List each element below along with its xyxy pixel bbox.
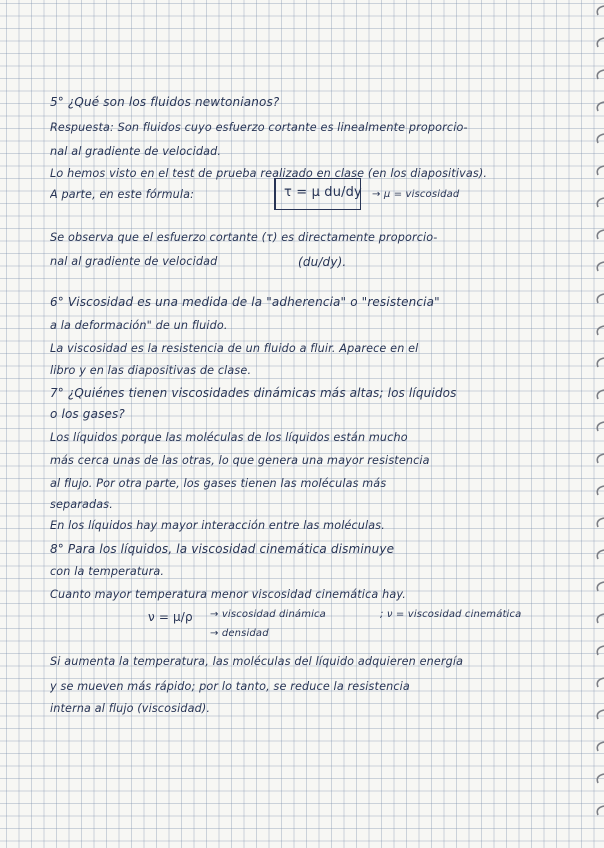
answer-5-line-3: Lo hemos visto en el test de prueba realizado en clase (en los diapositivas). [50, 167, 488, 180]
question-6-heading: 6° Viscosidad es una medida de la "adherencia" o "resistencia" [50, 295, 440, 309]
answer-7-line-3: al flujo. Por otra parte, los gases tienen las moléculas más [50, 477, 387, 490]
answer-8-line-1: con la temperatura. [50, 565, 165, 578]
question-8-heading: 8° Para los líquidos, la viscosidad cinemática disminuye [50, 542, 395, 556]
question-5-heading: 5° ¿Qué son los fluidos newtonianos? [50, 95, 280, 109]
observation-line-1: Se observa que el esfuerzo cortante (τ) es directamente proporcio- [50, 231, 438, 244]
observation-line-2: nal al gradiente de velocidad [50, 255, 218, 268]
conclusion-line-2: y se mueven más rápido; por lo tanto, se reduce la resistencia [50, 680, 410, 693]
definition-6-line-1: a la deformación" de un fluido. [50, 319, 228, 332]
kinematic-viscosity-note: ; ν = viscosidad cinemática [380, 609, 522, 620]
answer-7-line-1: Los líquidos porque las moléculas de los líquidos están mucho [50, 431, 408, 444]
answer-7-line-5: En los líquidos hay mayor interacción entre las moléculas. [50, 519, 385, 532]
answer-5-line-4: A parte, en este fórmula: [50, 188, 195, 201]
dynamic-viscosity-arrow-note: → viscosidad dinámica [210, 609, 326, 620]
definition-6-line-2: La viscosidad es la resistencia de un fluido a fluir. Aparece en el [50, 342, 419, 355]
density-arrow-note: → densidad [210, 628, 269, 639]
question-7-heading-cont: o los gases? [50, 407, 125, 421]
answer-8-line-2: Cuanto mayor temperatura menor viscosidad cinemática hay. [50, 588, 406, 601]
conclusion-line-1: Si aumenta la temperatura, las moléculas del líquido adquieren energía [50, 655, 464, 668]
question-7-heading: 7° ¿Quiénes tienen viscosidades dinámicas más altas; los líquidos [50, 386, 457, 400]
definition-6-line-3: libro y en las diapositivas de clase. [50, 364, 252, 377]
conclusion-line-3: interna al flujo (viscosidad). [50, 702, 211, 715]
answer-5-line-1: Respuesta: Son fluidos cuyo esfuerzo cortante es linealmente proporcio- [50, 121, 468, 134]
kinematic-viscosity-formula: ν = μ/ρ [148, 610, 193, 624]
answer-7-line-4: separadas. [50, 498, 113, 511]
velocity-gradient-fraction: (du/dy). [298, 255, 347, 269]
answer-7-line-2: más cerca unas de las otras, lo que genera una mayor resistencia [50, 454, 430, 467]
viscosity-arrow-note: → μ = viscosidad [372, 189, 460, 200]
spiral-binding [588, 0, 604, 848]
answer-5-line-2: nal al gradiente de velocidad. [50, 145, 222, 158]
shear-stress-formula: τ = μ du/dy [284, 185, 362, 200]
